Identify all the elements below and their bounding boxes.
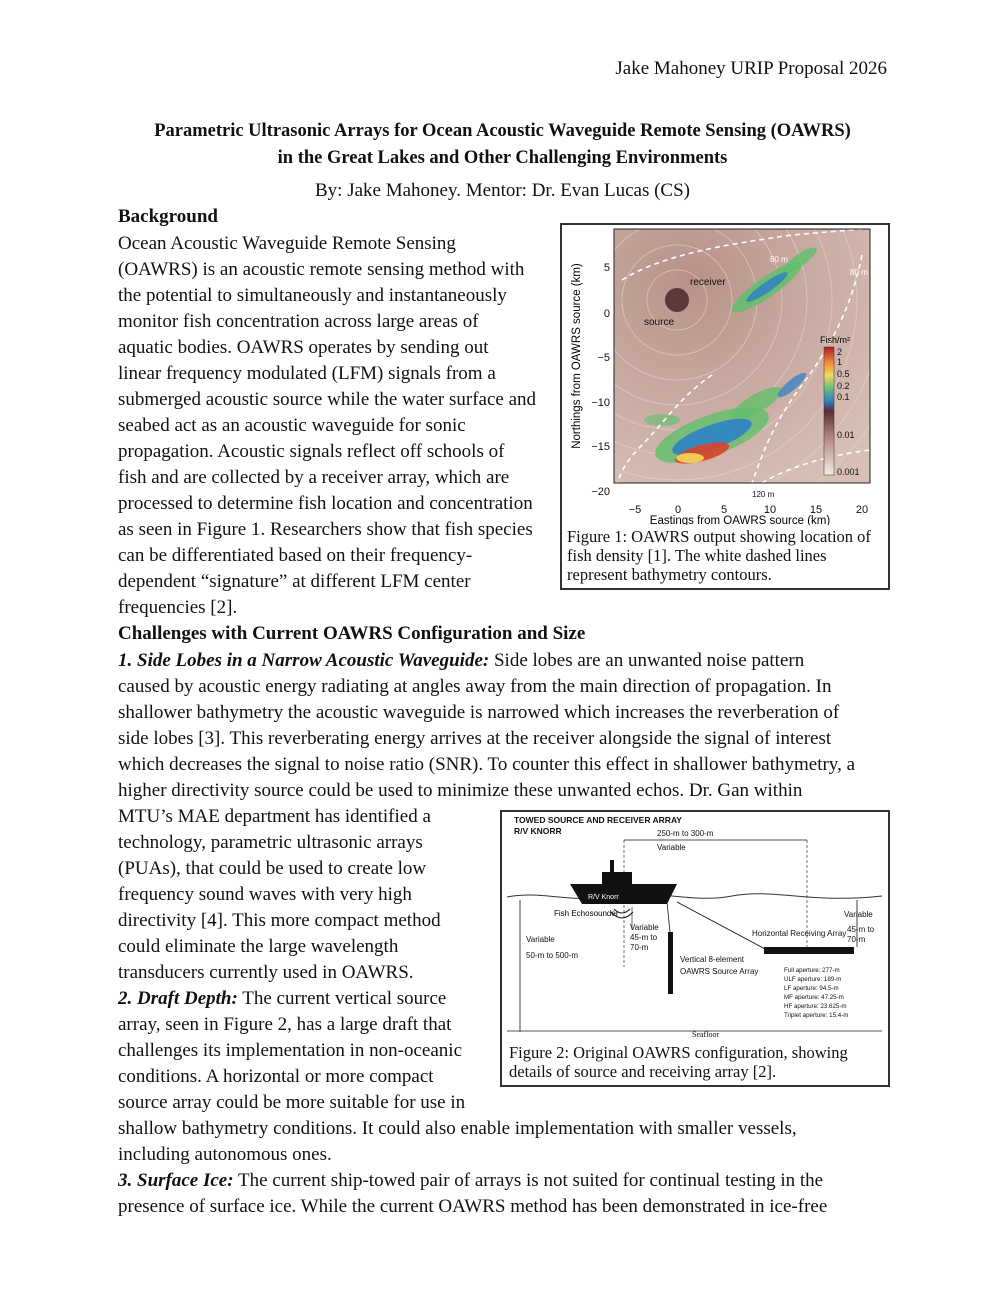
text-line: Ocean Acoustic Waveguide Remote Sensing xyxy=(118,233,456,254)
text-line: shallower bathymetry the acoustic waveguide is narrowed which increases the reverberation of xyxy=(118,702,840,723)
x-tick-label: 0 xyxy=(674,504,682,516)
item2-title: 2. Draft Depth: xyxy=(118,988,238,1009)
colorbar-tick: 0.001 xyxy=(837,467,860,477)
text-line: technology, parametric ultrasonic arrays xyxy=(118,832,423,853)
x-tick-label: 15 xyxy=(809,504,823,516)
contour-label: 80 m xyxy=(850,268,868,277)
colorbar-tick: 0.5 xyxy=(837,369,850,379)
text-line: MTU’s MAE department has identified a xyxy=(118,806,431,827)
page-header: Jake Mahoney URIP Proposal 2026 xyxy=(615,58,887,79)
text-line: monitor fish concentration across large areas of xyxy=(118,311,479,332)
diagram-subtitle: R/V KNORR xyxy=(514,826,562,836)
paper-title xyxy=(100,118,905,172)
contour-label: 80 m xyxy=(770,255,788,264)
item3-title: 3. Surface Ice: xyxy=(118,1170,234,1191)
variable-right-range2: 70-m xyxy=(847,935,866,944)
text-line: which decreases the signal to noise ratio (SNR). To counter this effect in shallower bathymetry, a xyxy=(118,754,856,775)
x-axis-label: Eastings from OAWRS source (km) xyxy=(649,515,831,525)
text-line: side lobes [3]. This reverberating energy arrives at the receiver alongside the signal of interest xyxy=(118,728,832,749)
caption-line: fish density [1]. The white dashed lines xyxy=(567,546,827,565)
vertical-array-label2: OAWRS Source Array xyxy=(680,967,759,976)
echosounder-label: Fish Echosounder xyxy=(554,909,619,918)
seafloor-label: Seafloor xyxy=(692,1030,720,1039)
y-tick-label: −5 xyxy=(597,352,610,364)
variable-mid-range2: 70-m xyxy=(630,943,649,952)
vertical-source-array xyxy=(668,932,673,994)
contour-label: 120 m xyxy=(752,490,775,499)
y-tick-label: 0 xyxy=(603,308,610,320)
text-line xyxy=(118,648,855,674)
text-line: conditions. A horizontal or more compact xyxy=(118,1066,434,1087)
distance-label: 250-m to 300-m xyxy=(657,829,714,838)
text-line: frequency sound waves with very high xyxy=(118,884,412,905)
text-line: (OAWRS) is an acoustic remote sensing method with xyxy=(118,259,525,280)
y-axis-label: Northings from OAWRS source (km) xyxy=(571,263,583,449)
text-line: transducers currently used in OAWRS. xyxy=(118,962,414,983)
colorbar-tick: 0.1 xyxy=(837,392,850,402)
y-tick-label: −10 xyxy=(591,397,610,409)
diagram-title: TOWED SOURCE AND RECEIVER ARRAY xyxy=(514,815,682,825)
aperture-label: MF aperture: 47.25-m xyxy=(784,994,844,1001)
caption-line: represent bathymetry contours. xyxy=(567,565,772,584)
variable-mid-label: Variable xyxy=(630,923,659,932)
colorbar xyxy=(824,347,834,475)
colorbar-tick: 1 xyxy=(837,357,843,367)
x-tick-label: −5 xyxy=(628,504,642,516)
receiver-marker xyxy=(665,288,689,312)
text-line: seabed act as an acoustic waveguide for sonic xyxy=(118,415,466,436)
water-surface xyxy=(507,894,882,899)
text-line xyxy=(118,1168,827,1194)
caption-line: details of source and receiving array [2]. xyxy=(509,1062,777,1081)
text-line: submerged acoustic source while the water surface and xyxy=(118,389,537,410)
ship-label: R/V Knorr xyxy=(588,894,619,901)
variable-right-label: Variable xyxy=(844,910,873,919)
source-label: source xyxy=(644,317,675,328)
variable-label: Variable xyxy=(657,843,686,852)
text-line: propagation. Acoustic signals reflect off schools of xyxy=(118,441,505,462)
text-line: challenges its implementation in non-oceanic xyxy=(118,1040,463,1061)
caption-line: Figure 1: OAWRS output showing location of xyxy=(567,527,871,546)
figure-2-caption xyxy=(509,1043,848,1081)
figure-1-caption xyxy=(567,527,871,584)
colorbar-tick: 0.01 xyxy=(837,430,855,440)
item1-paragraph xyxy=(118,648,855,804)
text-line: frequencies [2]. xyxy=(118,597,238,618)
figure-2 xyxy=(500,810,890,1087)
title-line-2: in the Great Lakes and Other Challenging Environments xyxy=(277,148,728,168)
aperture-label: HF aperture: 23.625-m xyxy=(784,1003,847,1010)
x-tick-label: 10 xyxy=(763,504,777,516)
variable-right-range: 45-m to xyxy=(847,925,875,934)
ship-icon xyxy=(570,860,677,904)
text-line: processed to determine fish location and concentration xyxy=(118,493,533,514)
colorbar-tick: 0.2 xyxy=(837,381,850,391)
background-paragraph xyxy=(118,231,536,621)
text-line: shallow bathymetry conditions. It could also enable implementation with smaller vessels, xyxy=(118,1118,797,1139)
text-line: aquatic bodies. OAWRS operates by sending out xyxy=(118,337,489,358)
text-line: the potential to simultaneously and instantaneously xyxy=(118,285,507,306)
variable-mid-range: 45-m to xyxy=(630,933,658,942)
fish-density-map xyxy=(562,225,888,525)
receiving-array-label: Horizontal Receiving Array xyxy=(752,929,847,938)
text-line: presence of surface ice. While the current OAWRS method has been demonstrated in ice-free xyxy=(118,1196,828,1217)
text-line: array, seen in Figure 2, has a large draft that xyxy=(118,1014,452,1035)
variable-depth-range: 50-m to 500-m xyxy=(526,951,579,960)
figure-1 xyxy=(560,223,890,590)
oawrs-configuration-diagram xyxy=(502,812,888,1034)
text-line: as seen in Figure 1. Researchers show that fish species xyxy=(118,519,533,540)
byline: By: Jake Mahoney. Mentor: Dr. Evan Lucas (CS) xyxy=(315,180,690,201)
caption-line: Figure 2: Original OAWRS configuration, showing xyxy=(509,1043,848,1062)
aperture-label: Full aperture: 277-m xyxy=(784,967,840,974)
item1-first-line-rest: Side lobes are an unwanted noise pattern xyxy=(489,650,805,671)
challenges-heading: Challenges with Current OAWRS Configuration and Size xyxy=(118,623,586,644)
text-line: could eliminate the large wavelength xyxy=(118,936,399,957)
vertical-array-label: Vertical 8-element xyxy=(680,955,745,964)
y-tick-label: 5 xyxy=(603,262,610,274)
item1-title: 1. Side Lobes in a Narrow Acoustic Waveguide: xyxy=(118,650,490,671)
text-line: including autonomous ones. xyxy=(118,1144,332,1165)
y-tick-label: −15 xyxy=(591,441,610,453)
colorbar-title: Fish/m² xyxy=(820,335,850,345)
text-line: dependent “signature” at different LFM center xyxy=(118,571,471,592)
x-tick-label: 5 xyxy=(720,504,728,516)
text-line: caused by acoustic energy radiating at angles away from the main direction of propagation. In xyxy=(118,676,832,697)
x-tick-label: 20 xyxy=(855,504,869,516)
aperture-label: ULF aperture: 189-m xyxy=(784,976,842,983)
receiver-label: receiver xyxy=(690,277,726,288)
item3-first-line-rest: The current ship-towed pair of arrays is not suited for continual testing in the xyxy=(233,1170,824,1191)
background-heading: Background xyxy=(118,206,218,227)
item2-first-line-rest: The current vertical source xyxy=(237,988,447,1009)
horizontal-receiving-array xyxy=(764,947,854,954)
text-line: (PUAs), that could be used to create low xyxy=(118,858,427,879)
variable-depth-label: Variable xyxy=(526,935,555,944)
text-line: fish and are collected by a receiver array, which are xyxy=(118,467,510,488)
colorbar-tick: 2 xyxy=(837,347,843,357)
aperture-label: LF aperture: 94.5-m xyxy=(784,985,839,992)
aperture-label: Triplet aperture: 15.4-m xyxy=(784,1012,849,1019)
y-tick-label: −20 xyxy=(591,486,610,498)
text-line: higher directivity source could be used to minimize these unwanted echos. Dr. Gan within xyxy=(118,780,803,801)
text-line: linear frequency modulated (LFM) signals from a xyxy=(118,363,496,384)
text-line: can be differentiated based on their frequency- xyxy=(118,545,473,566)
text-line: directivity [4]. This more compact method xyxy=(118,910,441,931)
text-line: source array could be more suitable for use in xyxy=(118,1092,466,1113)
title-line-1: Parametric Ultrasonic Arrays for Ocean Acoustic Waveguide Remote Sensing (OAWRS) xyxy=(154,121,851,141)
